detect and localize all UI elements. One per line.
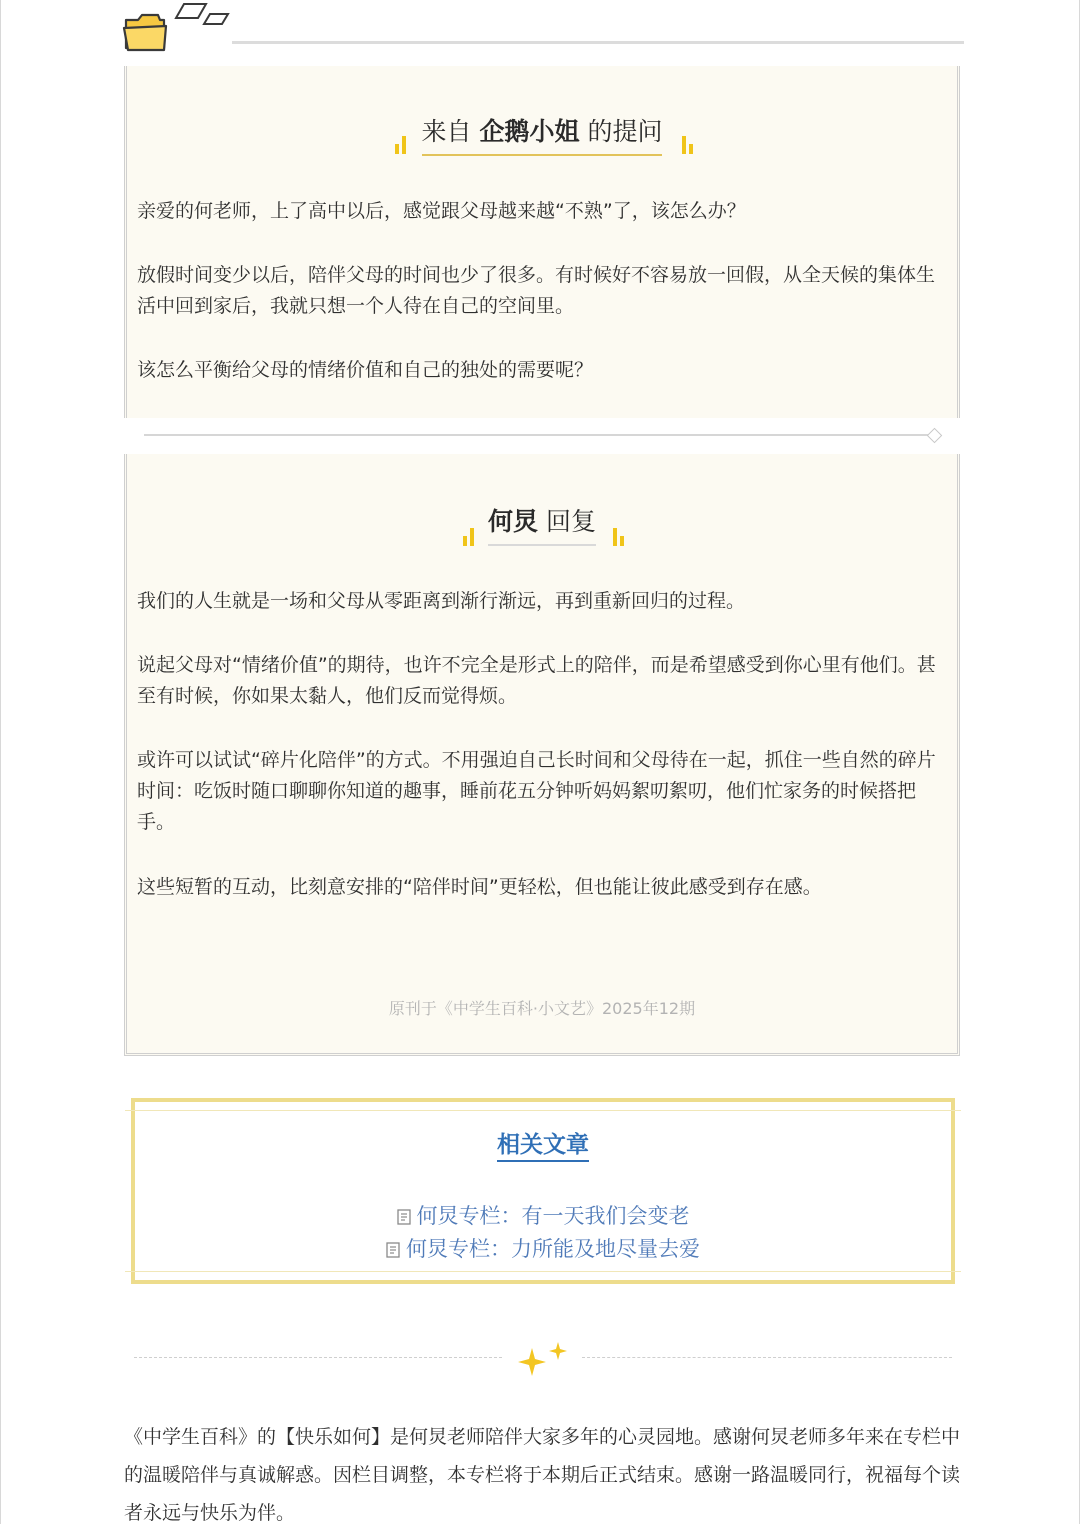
section-divider — [144, 434, 934, 436]
related-article-link[interactable]: 何炅专栏：有一天我们会变老 — [135, 1200, 951, 1230]
question-paragraph: 该怎么平衡给父母的情绪价值和自己的独处的需要呢？ — [137, 359, 594, 381]
answer-paragraph: 我们的人生就是一场和父母从零距离到渐行渐远，再到重新回归的过程。 — [137, 590, 746, 612]
diamond-icon — [927, 428, 943, 444]
page-left-edge — [0, 0, 1, 1524]
bars-icon — [682, 132, 696, 154]
answer-paragraph: 或许可以试试“碎片化陪伴”的方式。不用强迫自己长时间和父母待在一起，抓住一些自然的碎片时间：吃饭时随口聊聊你知道的趣事，睡前花五分钟听妈妈絮叨絮叨，他们忙家务的时候搭把手。 — [137, 749, 936, 833]
related-articles-box — [131, 1098, 955, 1284]
related-article-link[interactable]: 何炅专栏：力所能及地尽量去爱 — [135, 1233, 951, 1263]
dashed-divider-right — [582, 1357, 952, 1358]
answer-author-name: 何炅 — [488, 507, 539, 536]
document-icon — [397, 1209, 411, 1225]
bars-icon — [463, 524, 477, 546]
question-asker-name: 企鹅小姐 — [479, 117, 580, 146]
bars-icon — [395, 132, 409, 154]
answer-heading-text: 何炅 回复 — [488, 502, 596, 546]
question-card — [124, 66, 960, 418]
header-rule — [232, 41, 964, 44]
source-note: 原刊于《中学生百科·小文艺》2025年12期 — [388, 999, 696, 1018]
answer-card — [124, 454, 960, 1056]
bars-icon — [613, 524, 627, 546]
related-title: 相关文章 — [135, 1126, 951, 1159]
answer-paragraph: 这些短暂的互动，比刻意安排的“陪伴时间”更轻松，但也能让彼此感受到存在感。 — [137, 876, 822, 898]
question-heading-text: 来自 企鹅小姐 的提问 — [422, 112, 663, 156]
question-paragraph: 放假时间变少以后，陪伴父母的时间也少了很多。有时候好不容易放一回假，从全天候的集体生活中回到家后，我就只想一个人待在自己的空间里。 — [137, 264, 936, 317]
sparkle-icon — [516, 1340, 576, 1380]
dashed-divider-left — [134, 1357, 502, 1358]
answer-paragraph: 说起父母对“情绪价值”的期待，也许不完全是形式上的陪伴，而是希望感受到你心里有他们。甚至有时候，你如果太黏人，他们反而觉得烦。 — [137, 654, 936, 707]
folder-icon — [120, 0, 240, 60]
footer-text: 《中学生百科》的【快乐如何】是何炅老师陪伴大家多年的心灵园地。感谢何炅老师多年来在专栏中的温暖陪伴与真诚解惑。因栏目调整，本专栏将于本期后正式结束。感谢一路温暖同行，祝福每个读者永远与快乐为伴。 — [124, 1426, 961, 1524]
question-heading — [127, 112, 957, 156]
document-icon — [386, 1242, 400, 1258]
question-paragraph: 亲爱的何老师，上了高中以后，感觉跟父母越来越“不熟”了，该怎么办？ — [137, 200, 746, 222]
answer-heading — [127, 502, 957, 546]
